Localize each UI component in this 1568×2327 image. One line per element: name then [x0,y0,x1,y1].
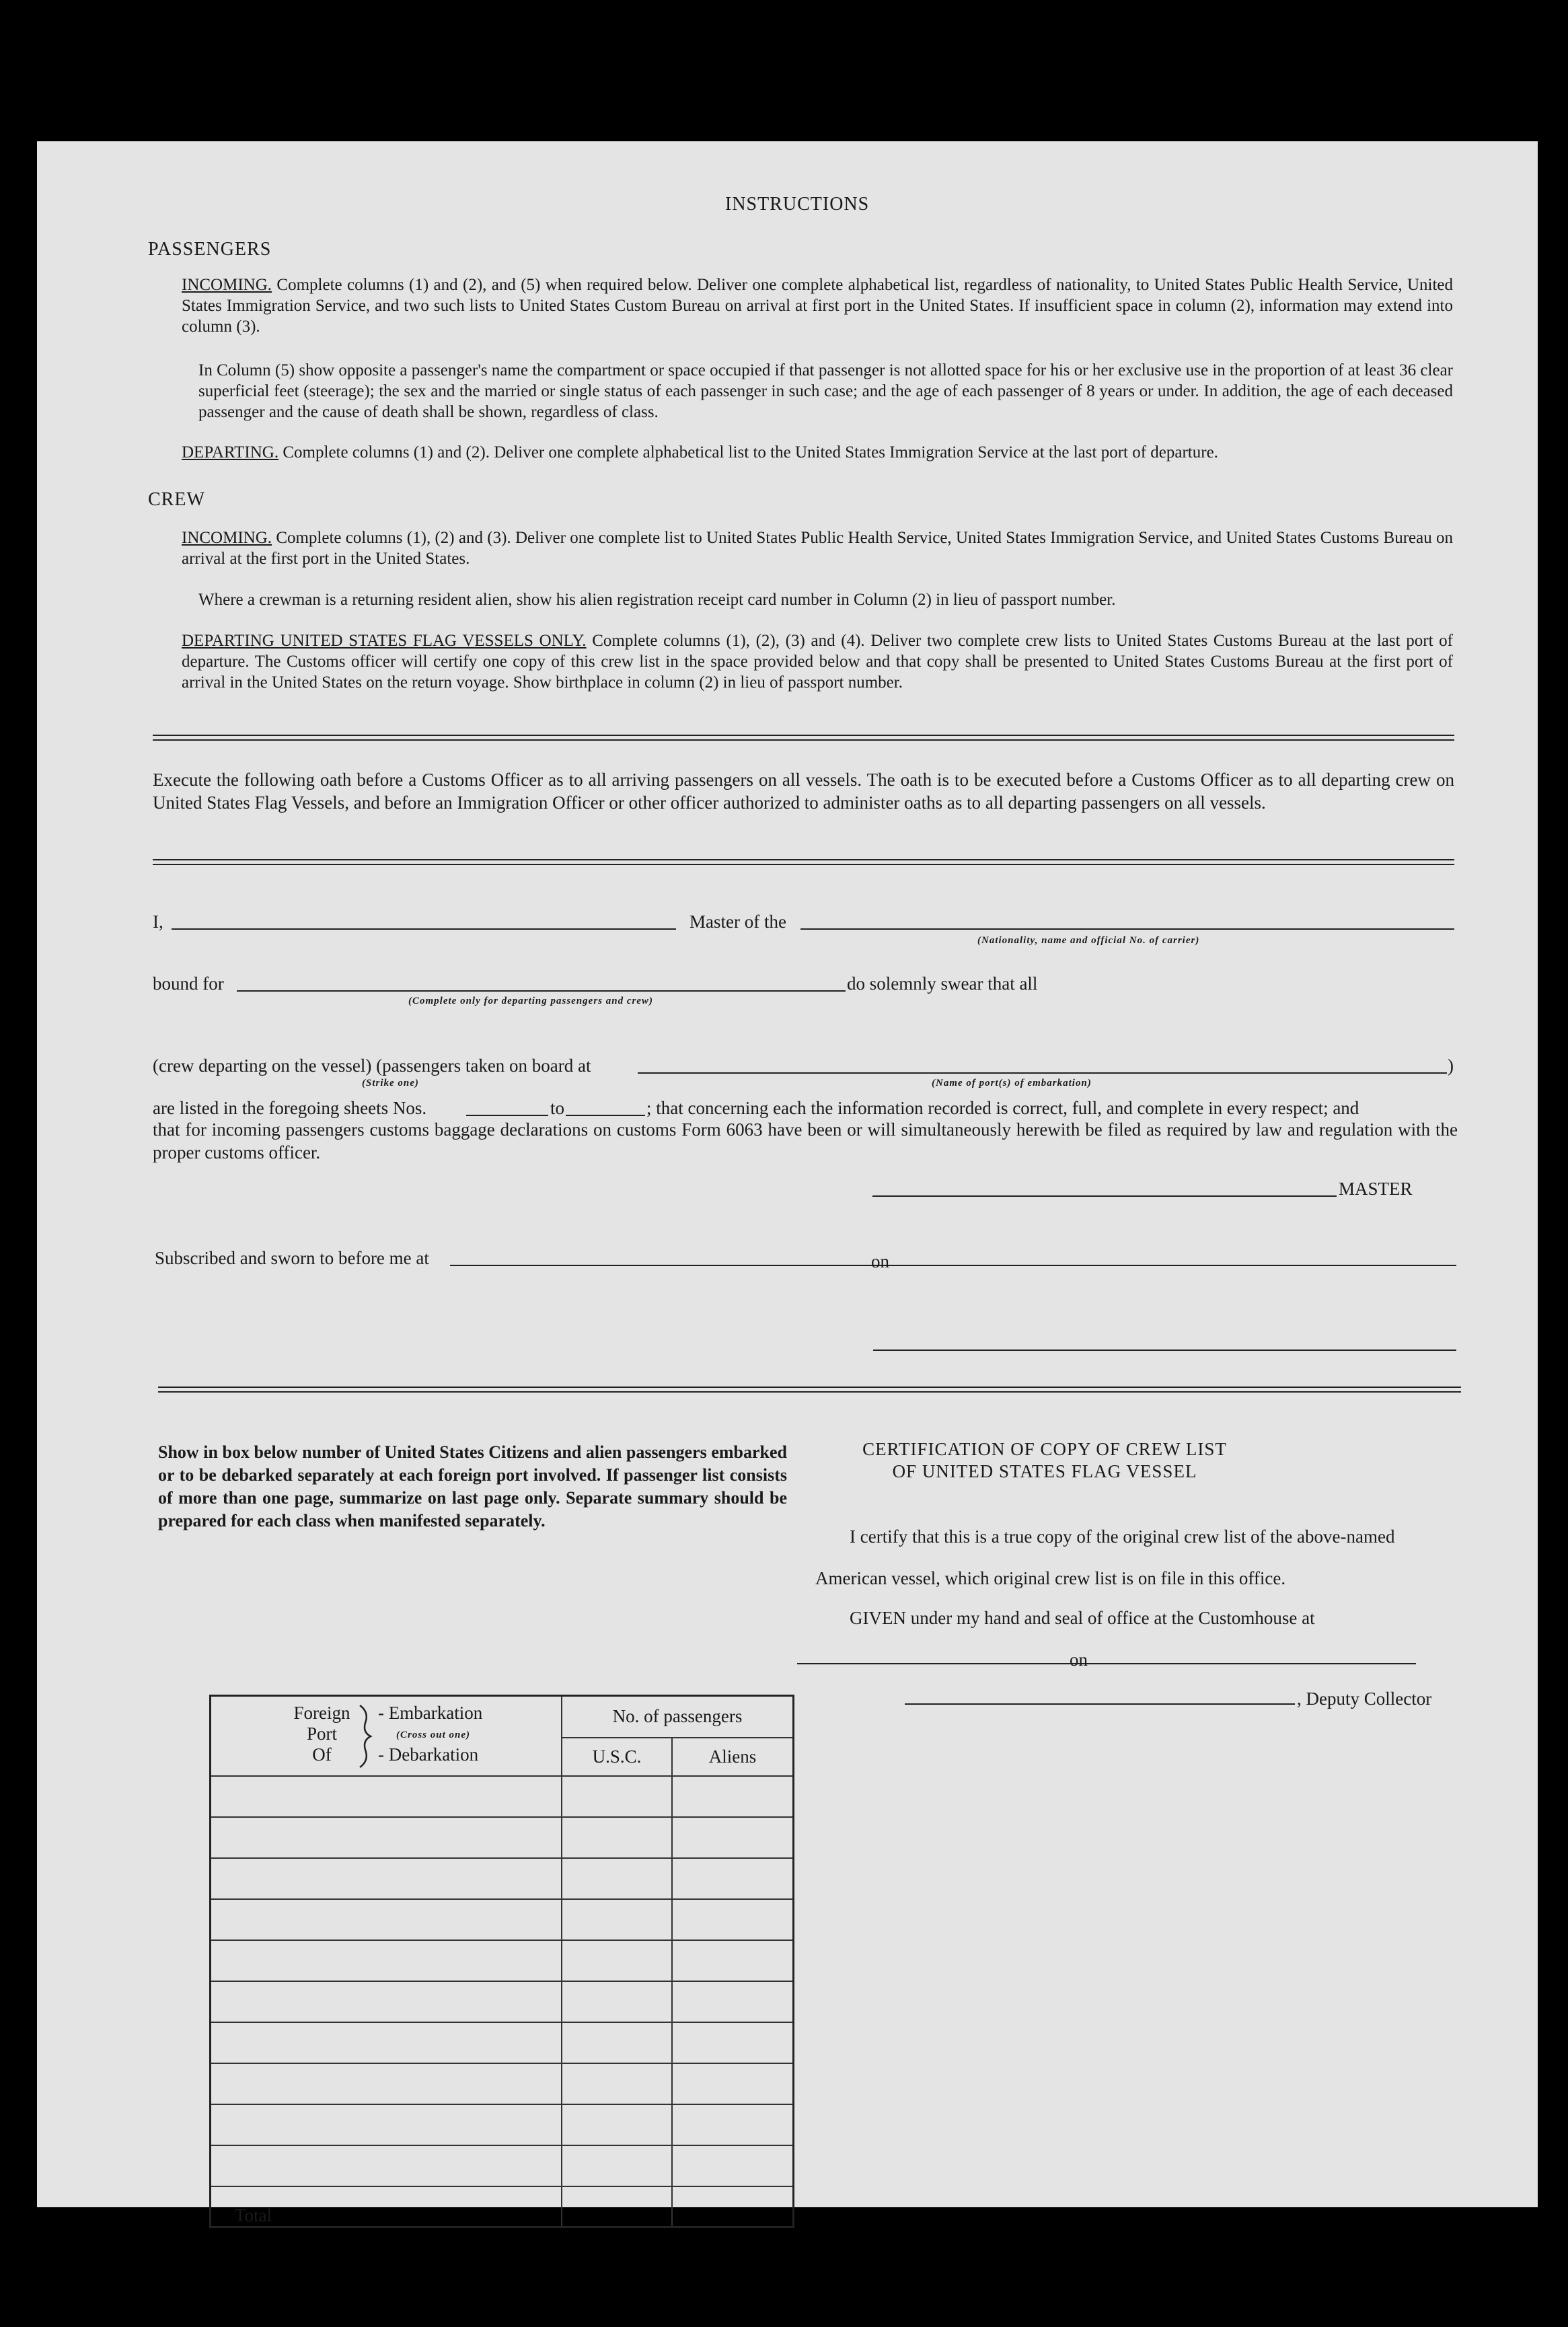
crew-resident-paragraph: Where a crewman is a returning resident alien, show his alien registration receipt card number in Column (2) in lieu of passport number. [198,591,1116,609]
table-row [211,1899,794,1940]
crew-passengers-label: (crew departing on the vessel) (passengers taken on board at [153,1056,591,1076]
embarkation-label: - Embarkation [378,1702,483,1723]
table-row [211,1858,794,1899]
usc-cell[interactable] [562,2145,672,2186]
listed-text-2: that for incoming passengers customs baggage declarations on customs Form 6063 have been or will simultaneously herewith be filed as required by law and regulation with the proper customs officer. [153,1119,1458,1162]
passengers-heading: PASSENGERS [148,239,272,260]
certification-text-2: American vessel, which original crew list is on file in this office. [815,1568,1286,1588]
master-name-field[interactable] [172,928,676,930]
table-row [211,2104,794,2145]
total-label: Total [211,2186,562,2227]
aliens-cell[interactable] [672,2104,794,2145]
sheet-to-field[interactable] [566,1115,645,1116]
divider-3 [158,1387,1461,1393]
passengers-departing-paragraph [182,442,1453,463]
swear-label: do solemnly swear that all [847,973,1038,994]
divider-1 [153,735,1454,741]
crew-incoming-paragraph [182,527,1453,569]
usc-cell[interactable] [562,1858,672,1899]
crew-incoming-label: INCOMING. [182,529,272,547]
oath-instruction: Execute the following oath before a Customs Officer as to all arriving passengers on all vessels. The oath is to be executed before a Customs Officer as to all departing crew on United States Flag Vessels, and before an Immigration Officer or other officer authorized to administer oaths as to all departing passengers on all vessels. [153,770,1454,813]
carrier-field[interactable] [800,928,1454,930]
deputy-label: , Deputy Collector [1297,1689,1432,1709]
port-cell[interactable] [211,1858,562,1899]
officer-signature-field[interactable] [873,1350,1456,1351]
deputy-signature-field[interactable] [905,1703,1295,1705]
usc-header: U.S.C. [562,1738,672,1776]
form-page [37,141,1538,2225]
table-row [211,2022,794,2063]
divider-2 [153,859,1454,865]
bound-for-label: bound for [153,973,224,994]
passengers-incoming-label: INCOMING. [182,276,272,294]
certification-text-1: I certify that this is a true copy of the original crew list of the above-named [850,1526,1395,1547]
passengers-departing-text: Complete columns (1) and (2). Deliver one complete alphabetical list to the United States Immigration Service at the last port of departure. [283,443,1218,461]
aliens-cell[interactable] [672,2063,794,2104]
sworn-date-field[interactable] [891,1265,1456,1266]
port-header-cell [211,1696,562,1776]
table-row [211,2063,794,2104]
certification-title-2: OF UNITED STATES FLAG VESSEL [892,1461,1197,1481]
aliens-cell[interactable] [672,2022,794,2063]
debarkation-label: - Debarkation [378,1744,479,1765]
page-title: INSTRUCTIONS [725,194,870,215]
port-cell[interactable] [211,1776,562,1817]
certification-title-1: CERTIFICATION OF COPY OF CREW LIST [862,1439,1227,1459]
departing-note: (Complete only for departing passengers and crew) [408,996,653,1006]
total-row [211,2186,794,2227]
passengers-column5-paragraph: In Column (5) show opposite a passenger's name the compartment or space occupied if that passenger is not allotted space for his or her exclusive use in the proportion of at least 36 clear superficial feet (steerage); the sex and the married or single status of each passenger in such case; and the age of each passenger of 8 years or under. In addition, the age of each deceased passenger and the cause of death shall be shown, regardless of class. [198,361,1453,421]
listed-suffix: ; that concerning each the information recorded is correct, full, and complete in every respect; and [646,1098,1359,1118]
master-signature-field[interactable] [872,1195,1337,1197]
sworn-place-field[interactable] [450,1265,907,1266]
port-cell[interactable] [211,2022,562,2063]
close-paren: ) [1448,1056,1454,1076]
strike-note: (Strike one) [362,1078,419,1088]
port-cell[interactable] [211,1817,562,1858]
crew-heading: CREW [148,489,205,510]
usc-cell[interactable] [562,2063,672,2104]
subscribed-label: Subscribed and sworn to before me at [155,1248,429,1268]
embarkation-port-field[interactable] [638,1072,1447,1074]
certification-text-3: GIVEN under my hand and seal of office at the Customhouse at [850,1608,1315,1628]
usc-cell[interactable] [562,1776,672,1817]
port-note: (Name of port(s) of embarkation) [932,1078,1092,1088]
cross-out-note: (Cross out one) [396,1729,471,1740]
crew-departing-text: Complete columns (1), (2), (3) and (4). Deliver two complete crew lists to United States Customs Bureau at the last port of departure. The Customs officer will certify one copy of this crew list in the space provided below and that copy shall be presented to United States Customs Bureau at the first port of arrival in the United States on the return voyage. Show birthplace in column (2) in lieu of passport number. [182,632,1454,692]
passengers-departing-label: DEPARTING. [182,443,279,461]
crew-departing-paragraph [182,630,1453,693]
table-row [211,1776,794,1817]
customhouse-field[interactable] [797,1663,1416,1664]
master-of-label: Master of the [689,912,786,932]
sworn-on-label: on [871,1251,889,1271]
usc-cell[interactable] [562,2104,672,2145]
aliens-cell[interactable] [672,1817,794,1858]
oath-i-label: I, [153,912,163,932]
aliens-cell[interactable] [672,1858,794,1899]
aliens-cell[interactable] [672,1776,794,1817]
of-label: Of [312,1744,332,1765]
passengers-incoming-paragraph [182,274,1453,337]
bound-for-field[interactable] [237,990,846,992]
crew-incoming-text: Complete columns (1), (2) and (3). Deliver one complete list to United States Public Health Service, United States Immigration Service, and United States Customs Bureau on arrival at the first port in the United States. [182,529,1453,568]
port-cell[interactable] [211,2145,562,2186]
port-cell[interactable] [211,1981,562,2022]
table-row [211,1981,794,2022]
aliens-cell[interactable] [672,1981,794,2022]
aliens-cell[interactable] [672,2145,794,2186]
usc-cell[interactable] [562,2022,672,2063]
crew-departing-label: DEPARTING UNITED STATES FLAG VESSELS ONLY. [182,632,587,650]
aliens-header: Aliens [672,1738,794,1776]
table-row [211,2145,794,2186]
port-cell[interactable] [211,1899,562,1940]
aliens-cell[interactable] [672,1899,794,1940]
master-label: MASTER [1339,1179,1413,1199]
aliens-total-cell[interactable] [672,2186,794,2227]
table-row [211,1817,794,1858]
listed-prefix: are listed in the foregoing sheets Nos. [153,1098,427,1118]
port-label: Port [306,1723,337,1744]
usc-cell[interactable] [562,1940,672,1981]
usc-cell[interactable] [562,1817,672,1858]
nationality-note: (Nationality, name and official No. of carrier) [977,935,1200,946]
aliens-cell[interactable] [672,1940,794,1981]
usc-total-cell[interactable] [562,2186,672,2227]
foreign-label: Foreign [293,1702,350,1723]
certification-on-label: on [1070,1650,1088,1670]
no-of-passengers-header: No. of passengers [562,1696,794,1738]
port-cell[interactable] [211,2063,562,2104]
usc-cell[interactable] [562,1981,672,2022]
port-cell[interactable] [211,1940,562,1981]
passenger-summary-table [209,1695,794,2228]
passengers-incoming-text: Complete columns (1) and (2), and (5) when required below. Deliver one complete alphabetical list, regardless of nationality, to United States Public Health Service, United States Immigration Service, and two such lists to United States Custom Bureau on arrival at first port in the United States. If insufficient space in column (2), information may extend into column (3). [182,276,1454,336]
brace-icon [356,1703,376,1770]
summary-instruction: Show in box below number of United States Citizens and alien passengers embarked or to be debarked separately at each foreign port involved. If passenger list consists of more than one page, summarize on last page only. Separate summary should be prepared for each class when manifested separately. [158,1442,787,1530]
sheet-from-field[interactable] [466,1115,548,1116]
port-cell[interactable] [211,2104,562,2145]
to-label: to [550,1098,565,1118]
table-row [211,1940,794,1981]
usc-cell[interactable] [562,1899,672,1940]
